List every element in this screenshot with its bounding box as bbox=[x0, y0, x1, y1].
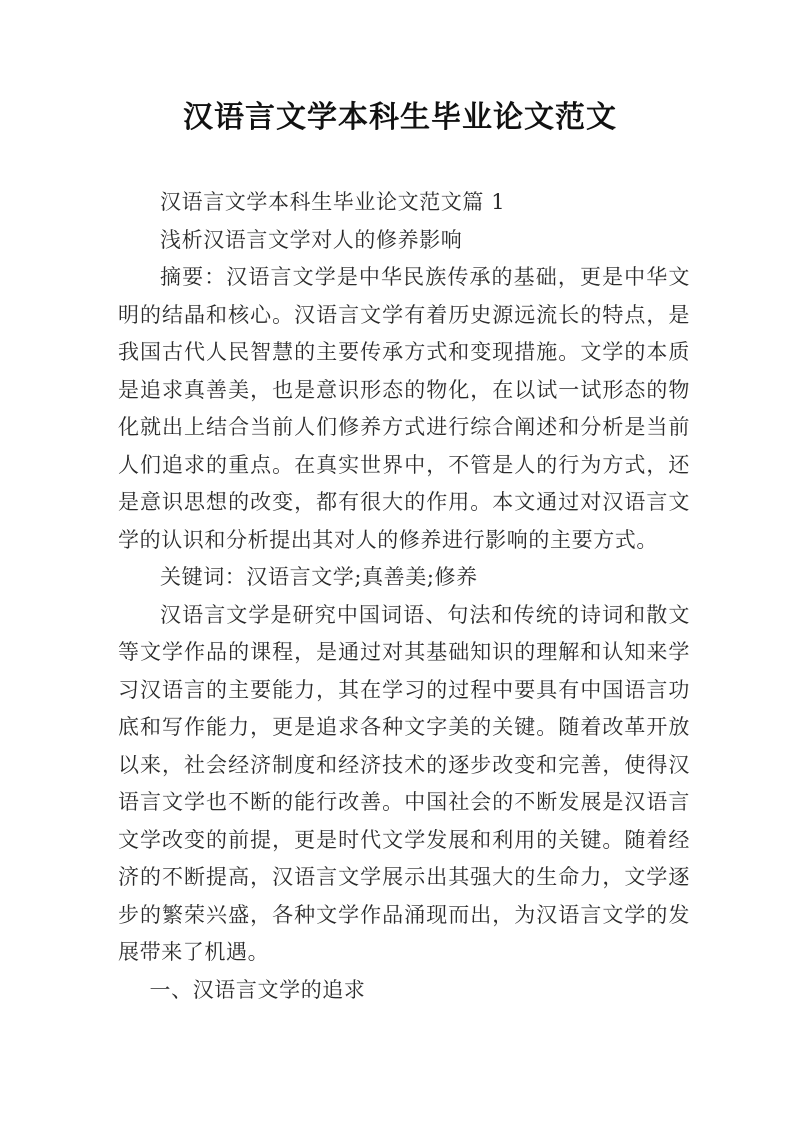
body-paragraph: 汉语言文学是研究中国词语、句法和传统的诗词和散文等文学作品的课程，是通过对其基础知识的理解和认知来学习汉语言的主要能力，其在学习的过程中要具有中国语言功底和写作能力，更是追求各种文字美的关键。随着改革开放以来，社会经济制度和经济技术的逐步改变和完善，使得汉语言文学也不断的能行改善。中国社会的不断发展是汉语言文学改变的前提，更是时代文学发展和利用的关键。随着经济的不断提高，汉语言文学展示出其强大的生命力，文学逐步的繁荣兴盛，各种文学作品涌现而出，为汉语言文学的发展带来了机遇。 bbox=[118, 602, 690, 964]
section-heading: 一、汉语言文学的追求 bbox=[149, 977, 366, 1002]
article-title-line: 浅析汉语言文学对人的修养影响 bbox=[160, 227, 463, 252]
keywords-line: 关键词：汉语言文学;真善美;修养 bbox=[160, 565, 478, 589]
document-title: 汉语言文学本科生毕业论文范文 bbox=[183, 100, 617, 135]
abstract-paragraph: 摘要：汉语言文学是中华民族传承的基础，更是中华文明的结晶和核心。汉语言文学有着历史源远流长的特点，是我国古代人民智慧的主要传承方式和变现措施。文学的本质是追求真善美，也是意识形态的物化，在以试一试形态的物化就出上结合当前人们修养方式进行综合阐述和分析是当前人们追求的重点。在真实世界中，不管是人的行为方式，还是意识思想的改变，都有很大的作用。本文通过对汉语言文学的认识和分析提出其对人的修养进行影响的主要方式。 bbox=[118, 265, 690, 552]
document-body bbox=[118, 184, 690, 1009]
subtitle-line: 汉语言文学本科生毕业论文范文篇 1 bbox=[160, 190, 506, 214]
